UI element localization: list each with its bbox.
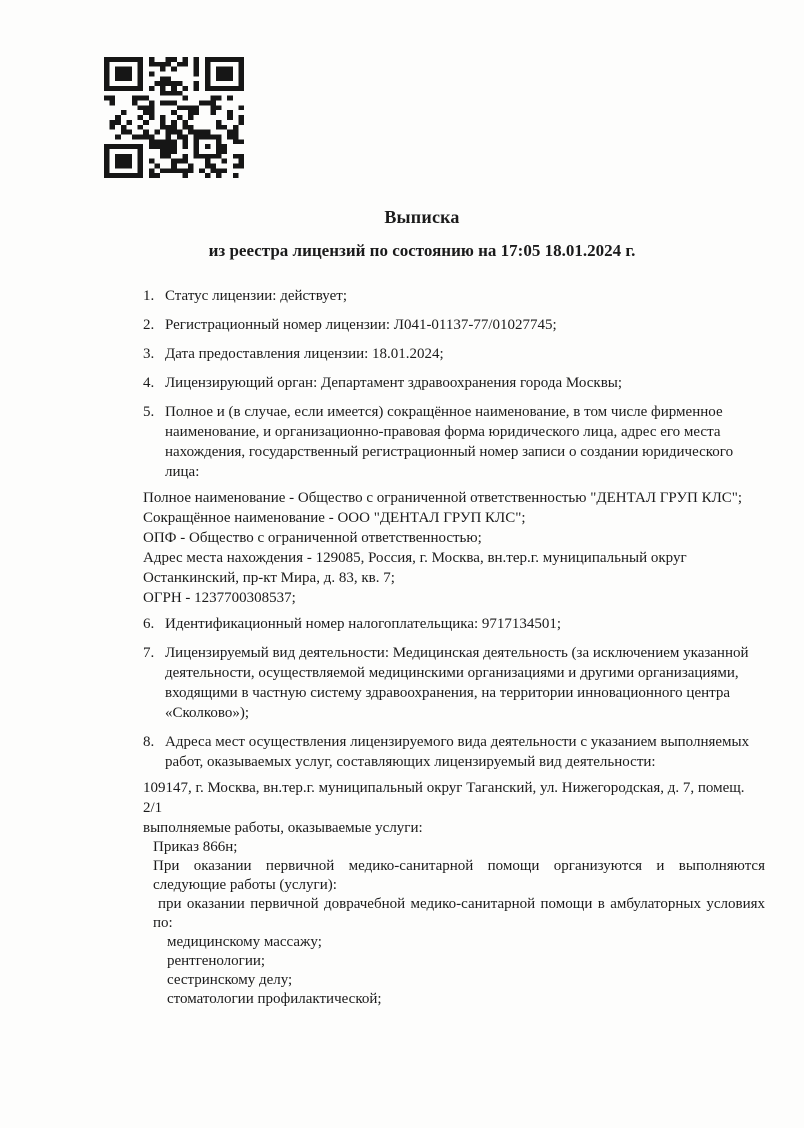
item-number: 5. <box>143 404 155 420</box>
item-number: 3. <box>143 346 155 362</box>
order-reference: Приказ 866н; <box>153 839 238 855</box>
item-number: 2. <box>143 317 155 333</box>
item-activity-addresses <box>143 732 765 772</box>
org-ogrn: ОГРН - 1237700308537; <box>143 590 296 606</box>
item-number: 1. <box>143 288 155 304</box>
item-text: Дата предоставления лицензии: 18.01.2024; <box>165 346 444 362</box>
document-heading <box>111 206 733 262</box>
item-registration-number <box>143 315 765 335</box>
org-legal-form: ОПФ - Общество с ограниченной ответственностью; <box>143 530 482 546</box>
primary-care-paragraph: При оказании первичной медико-санитарной помощи организуются и выполняются следующие работы (услуги): <box>153 858 765 893</box>
activity-address: 109147, г. Москва, вн.тер.г. муниципальный округ Таганский, ул. Нижегородская, д. 7, помещ. 2/1 <box>143 780 745 816</box>
organization-details <box>143 488 765 608</box>
license-extract <box>143 0 765 1009</box>
item-name-and-form <box>143 402 765 482</box>
document-subtitle: из реестра лицензий по состоянию на 17:05 18.01.2024 г. <box>208 241 636 260</box>
item-license-status <box>143 286 765 306</box>
item-text: Полное и (в случае, если имеется) сокращённое наименование, в том числе фирменное наименование, и организационно-правовая форма юридического лица, адрес его места нахождения, государственный регистрационный номер записи о создании юридического лица: <box>165 404 734 480</box>
item-text: Идентификационный номер налогоплательщика: 9717134501; <box>165 616 562 632</box>
document-title: Выписка <box>384 207 460 227</box>
item-number: 4. <box>143 375 155 391</box>
item-text: Лицензируемый вид деятельности: Медицинская деятельность (за исключением указанной деятельности, осуществляемой медицинскими организациями и другими организациями, входящими в частную систему здравоохранения, на территории инновационного центра «Сколково»); <box>165 645 749 721</box>
org-address: Адрес места нахождения - 129085, Россия, г. Москва, вн.тер.г. муниципальный округ Останкинский, пр-кт Мира, д. 83, кв. 7; <box>143 550 687 586</box>
works-label: выполняемые работы, оказываемые услуги: <box>143 820 423 836</box>
service-item: медицинскому массажу; <box>167 934 322 950</box>
services-block <box>143 838 765 1009</box>
item-grant-date <box>143 344 765 364</box>
org-short-name: Сокращённое наименование - ООО "ДЕНТАЛ ГРУП КЛС"; <box>143 510 526 526</box>
org-full-name: Полное наименование - Общество с ограниченной ответственностью "ДЕНТАЛ ГРУП КЛС"; <box>143 490 743 506</box>
item-number: 8. <box>143 734 155 750</box>
item-licensing-authority <box>143 373 765 393</box>
item-text: Адреса мест осуществления лицензируемого вида деятельности с указанием выполняемых работ, оказываемых услуг, составляющих лицензируемый вид деятельности: <box>165 734 750 770</box>
item-number: 7. <box>143 645 155 661</box>
service-item: стоматологии профилактической; <box>167 991 382 1007</box>
item-text: Регистрационный номер лицензии: Л041-01137-77/01027745; <box>165 317 557 333</box>
activity-address-block <box>143 778 765 838</box>
item-number: 6. <box>143 616 155 632</box>
service-item: сестринскому делу; <box>167 972 293 988</box>
item-licensed-activity <box>143 643 765 723</box>
item-inn <box>143 614 765 634</box>
pre-medical-paragraph: при оказании первичной доврачебной медико-санитарной помощи в амбулаторных условиях по: <box>153 896 765 931</box>
item-text: Статус лицензии: действует; <box>165 288 347 304</box>
service-item: рентгенологии; <box>167 953 266 969</box>
item-text: Лицензирующий орган: Департамент здравоохранения города Москвы; <box>165 375 623 391</box>
